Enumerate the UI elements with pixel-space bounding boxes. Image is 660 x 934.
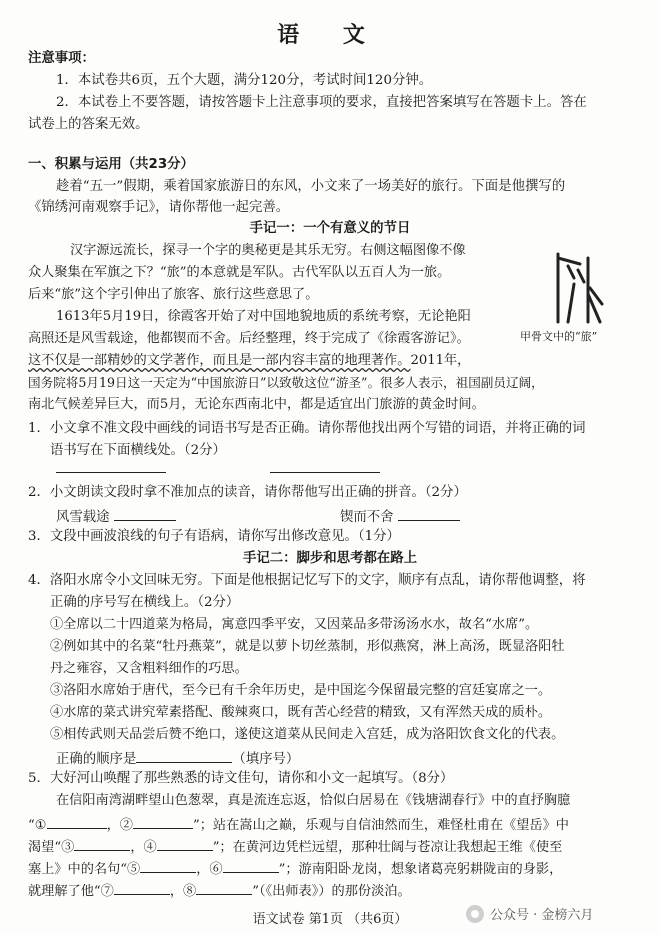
passage-line: 这不仅是一部精妙的文学著作，而且是一部内容丰富的地理著作。2011年， bbox=[28, 353, 471, 368]
wechat-icon bbox=[466, 905, 484, 923]
notice-item-1: 1．本试卷共6页，五个大题，满分120分，考试时间120分钟。 bbox=[56, 73, 433, 88]
sentence-4: ④水席的菜式讲究荤素搭配、酸辣爽口，既有苦心经营的精致，又有浑然天成的质朴。 bbox=[50, 705, 552, 720]
passage-line: 1613年5月19日，徐霞客开始了对中国地貌地质的系统考察，无论艳阳 bbox=[56, 309, 471, 324]
passage-line: 汉字源远流长，探寻一个字的奥秘更是其乐无穷。右侧这幅图像不像 bbox=[70, 243, 466, 258]
pinyin-item: 风雪载途 bbox=[56, 506, 176, 527]
sentence-5: ⑤相传武则天品尝后赞不绝口，遂使这道菜从民间走入宫廷，成为洛阳饮食文化的代表。 bbox=[50, 727, 565, 742]
question-4: 4．洛阳水席令小文回味无穷。下面是他根据记忆写下的文字，顺序有点乱，请你帮他调整，将 bbox=[28, 573, 586, 588]
wavy-sentence: 这不仅是一部精妙的文学著作，而且是一部内容丰富的地理著作。 bbox=[28, 353, 411, 368]
watermark: 公众号 · 金榜六月 bbox=[466, 904, 593, 923]
passage-line: 南北气候差异巨大，而5月，无论东西南北中，都是适宜出门旅游的黄金时间。 bbox=[28, 397, 485, 412]
intro-line: 《锦绣河南观察手记》，请你帮他一起完善。 bbox=[28, 200, 290, 215]
answer-blank bbox=[56, 458, 166, 479]
poem-line: 在信阳南湾湖畔望山色葱翠，真是流连忘返，恰似白居易在《钱塘湖春行》中的直抒胸臆 bbox=[56, 793, 571, 808]
intro-line: 趁着“五一”假期，乘着国家旅游日的东风，小文来了一场美好的旅行。下面是他撰写的 bbox=[56, 179, 566, 194]
sentence-2: ②例如其中的名菜“牡丹燕菜”，就是以萝卜切丝蒸制，形似燕窝，淋上高汤，既显洛阳牡 bbox=[50, 639, 565, 654]
note2-title: 手记二：脚步和思考都在路上 bbox=[242, 551, 418, 566]
order-answer: 正确的顺序是 （填序号） bbox=[56, 748, 299, 769]
passage-line: 国务院将5月19日这一天定为“中国旅游日”以致敬这位“游圣”。很多人表示，祖国副员辽阔， bbox=[28, 375, 544, 390]
poem-line: 渴望“③ ，④ ”；在黄河边凭栏远望，那种壮阔与苍凉让我想起王维《使至 bbox=[28, 836, 562, 857]
question-4-cont: 正确的序号写在横线上。（2分） bbox=[50, 595, 240, 610]
answer-blank bbox=[270, 458, 380, 479]
question-1-cont: 语书写在下面横线处。（2分） bbox=[50, 443, 226, 458]
notice-item-2: 2．本试卷上不要答题，请按答题卡上注意事项的要求，直接把答案填写在答题卡上。答在 bbox=[56, 95, 587, 110]
section-heading: 一、积累与运用（共23分） bbox=[28, 157, 194, 172]
question-1: 1．小文拿不准文段中画线的词语书写是否正确。请你帮他找出两个写错的词语，并将正确的词 bbox=[28, 421, 586, 436]
poem-line: “① ，② ”；站在嵩山之巅，乐观与自信油然而生，难怪杜甫在《望岳》中 bbox=[28, 814, 569, 835]
page-footer: 语文试卷 第1页 （共6页） bbox=[252, 912, 408, 927]
glyph-caption: 甲骨文中的“旅” bbox=[520, 330, 598, 343]
question-2: 2．小文朗读文段时拿不准加点的读音，请你帮他写出正确的拼音。（2分） bbox=[28, 485, 467, 500]
passage-line: 众人聚集在军旗之下？“旅”的本意就是军队。古代军队以五百人为一旅。 bbox=[28, 265, 451, 280]
poem-line: 塞上》中的名句“⑤ ，⑥ ”；游南阳卧龙岗，想象诸葛亮躬耕陇亩的身影， bbox=[28, 858, 562, 879]
sentence-2-cont: 丹之雍容，又含粗料细作的巧思。 bbox=[50, 661, 248, 676]
passage-line: 高照还是风雪载途，他都锲而不舍。后经整理，终于完成了《徐霞客游记》。 bbox=[28, 331, 470, 346]
notice-item-2-cont: 试卷上的答案无效。 bbox=[28, 117, 149, 132]
page-title: 语 文 bbox=[277, 23, 383, 48]
notice-heading: 注意事项： bbox=[28, 51, 95, 66]
question-5: 5．大好河山唤醒了那些熟悉的诗文佳句，请你和小文一起填写。（8分） bbox=[28, 771, 454, 786]
poem-line: 就理解了他“⑦ ，⑧ ”（《出师表》）的那份淡泊。 bbox=[28, 880, 411, 901]
sentence-3: ③洛阳水席始于唐代，至今已有千余年历史，是中国迄今保留最完整的宫廷宴席之一。 bbox=[50, 683, 552, 698]
question-3: 3．文段中画波浪线的句子有语病，请你写出修改意见。（1分） bbox=[28, 529, 400, 544]
note1-title: 手记一：一个有意义的节日 bbox=[249, 221, 411, 236]
pinyin-item: 锲而不舍 bbox=[340, 506, 460, 527]
passage-line: 后来“旅”这个字引伸出了旅客、旅行这些意思了。 bbox=[28, 287, 319, 302]
sentence-1: ①全席以二十四道菜为格局，寓意四季平安，又因菜品多带汤汤水水，故名“水席”。 bbox=[50, 617, 539, 632]
